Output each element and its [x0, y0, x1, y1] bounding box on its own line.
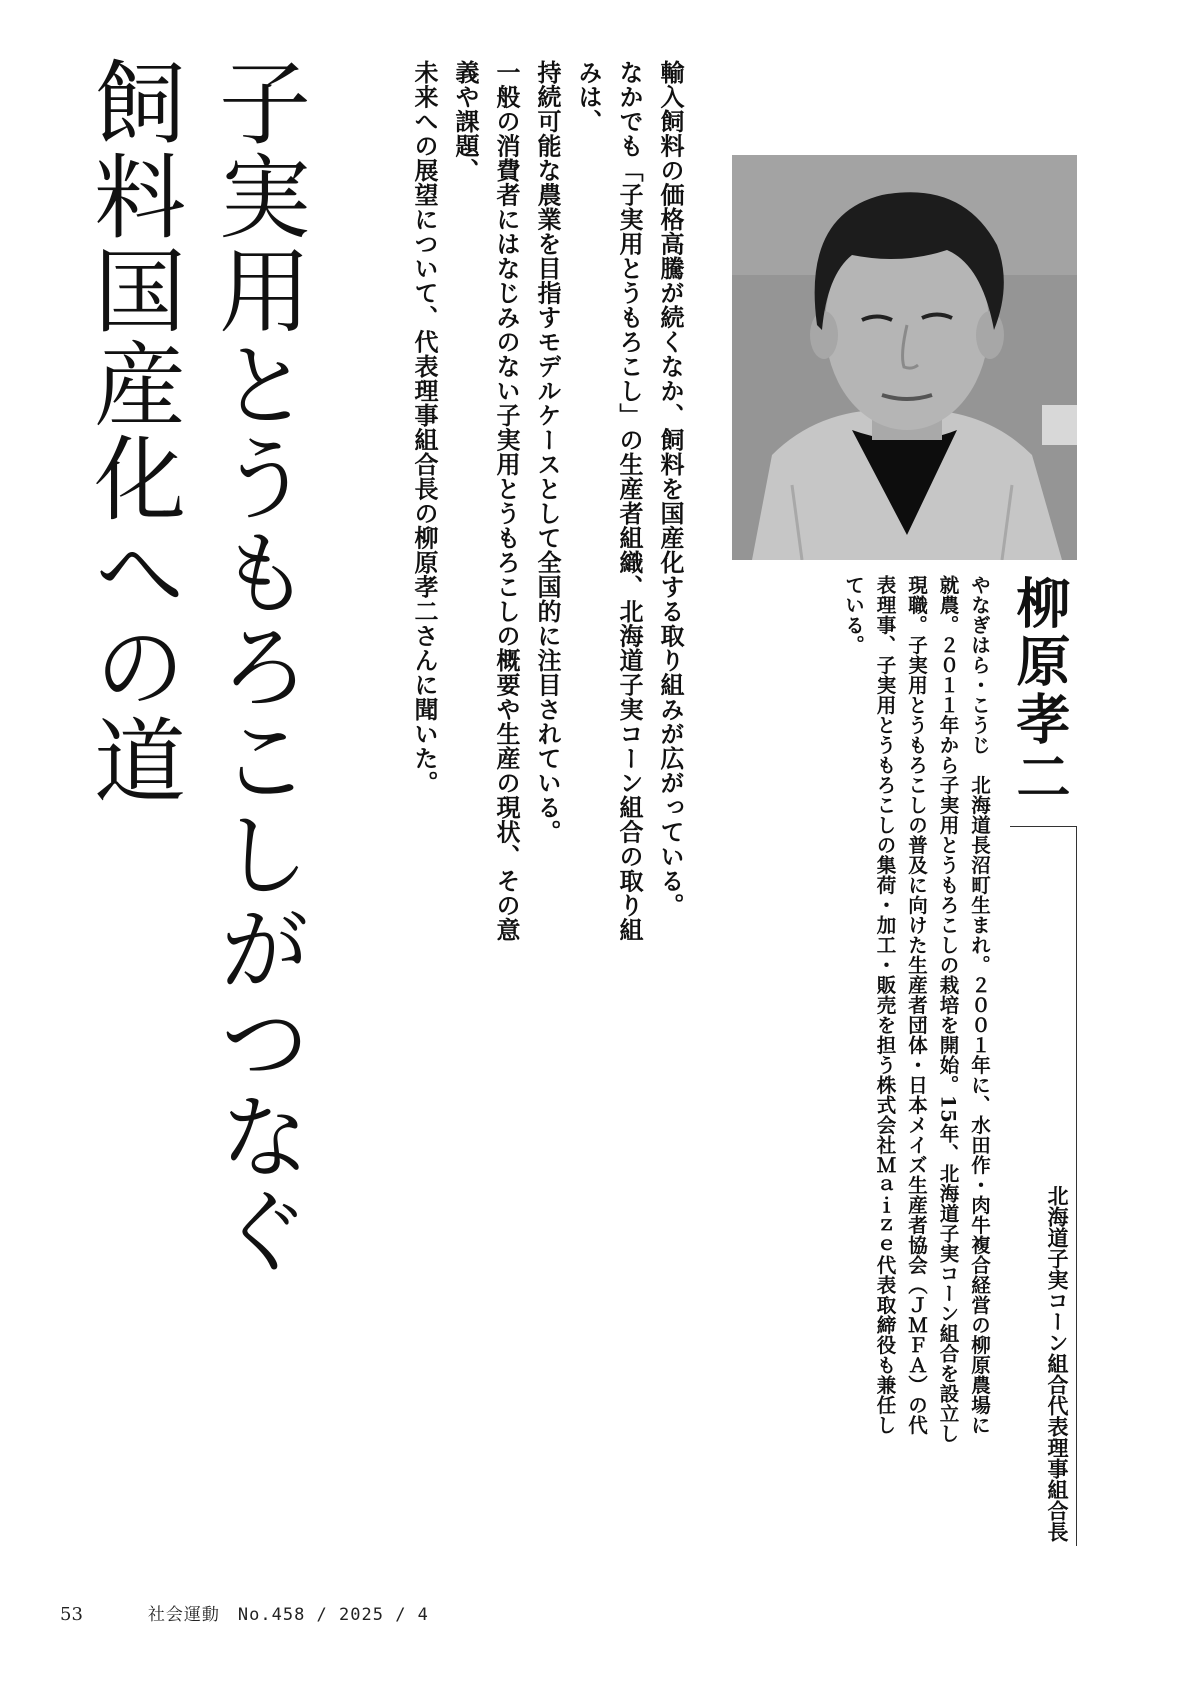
page-footer [60, 1600, 429, 1630]
publication-info: 社会運動 No.458 / 2025 / 4 [147, 1605, 429, 1625]
profile-divider-vertical [1076, 826, 1077, 1546]
portrait-illustration [732, 155, 1077, 560]
page-number: 53 [60, 1604, 83, 1625]
portrait-photo [732, 155, 1077, 560]
profile-role: 北海道子実コーン組合代表理事組合長 [1045, 1185, 1069, 1542]
profile-divider-horizontal [1010, 826, 1077, 827]
profile-bio: やなぎはら・こうじ 北海道長沼町生まれ。２００１年に、水田作・肉牛複合経営の柳原農場に 就農。２０１１年から子実用とうもろこしの栽培を開始。15年、北海道子実コーン組合を設立し 現職。子実用とうもろこしの普及に向けた生産者団体・日本メイズ生産者協会（ＪＭＦＡ）の代 表理事、子実用とうもろこしの集荷・加工・販売を担う株式会社Ｍａｉｚｅ代表取締役も兼任し ている。 [842, 575, 991, 1444]
article-lead: 輸入飼料の価格高騰が続くなか、飼料を国産化する取り組みが広がっている。 なかでも「子実用とうもろこし」の生産者組織、北海道子実コーン組合の取り組みは、 持続可能な農業を目指すモデルケースとして全国的に注目されている。 一般の消費者にはなじみのない子実用とうもろこしの概要や生産の現状、その意義や課題、 未来への展望について、代表理事組合長の柳原孝二さんに聞いた。 [410, 60, 684, 942]
profile-name: 柳原孝二 [1008, 575, 1071, 807]
article-title: 子実用とうもろこしがつなぐ 飼料国産化への道 [79, 55, 311, 1277]
